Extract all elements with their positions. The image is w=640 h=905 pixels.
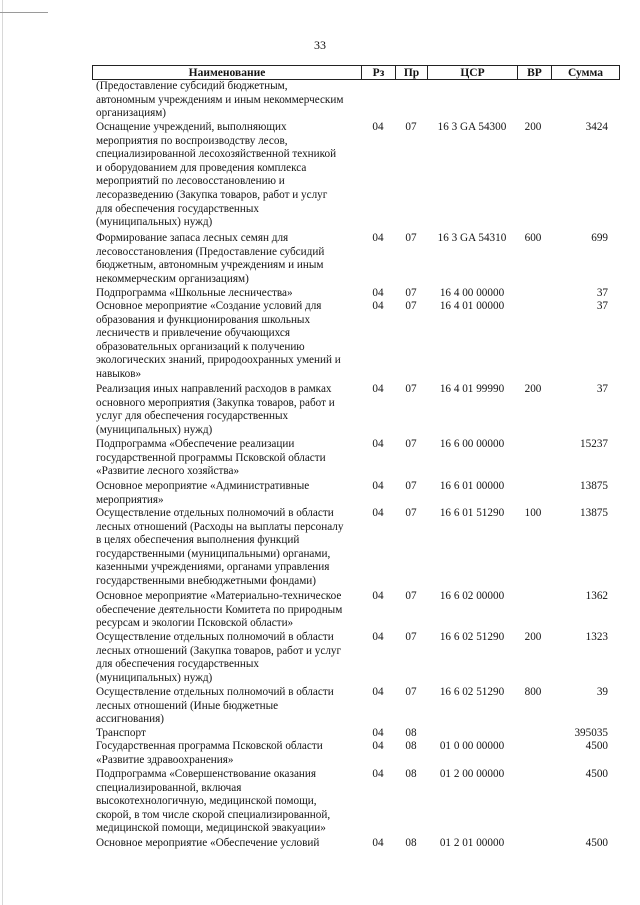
cell-rz: 04 <box>372 590 384 602</box>
header-rz: Рз <box>361 66 395 79</box>
cell-vr: 200 <box>524 383 542 395</box>
cell-sum: 1323 <box>585 631 608 643</box>
cell-csr: 01 2 01 00000 <box>439 837 505 849</box>
cell-rz: 04 <box>372 480 384 492</box>
cell-sum: 13875 <box>580 480 608 492</box>
cell-name: Государственная программа Псковской области «Развитие здравоохранения» <box>96 740 323 766</box>
cell-sum: 13875 <box>580 507 608 519</box>
cell-sum: 37 <box>596 287 608 299</box>
header-vr: ВР <box>517 66 551 79</box>
cell-csr: 16 6 02 51290 <box>439 631 505 643</box>
cell-rz: 04 <box>372 686 384 698</box>
cell-pr: 08 <box>405 740 417 752</box>
cell-csr: 01 2 00 00000 <box>439 768 505 780</box>
cell-csr: 01 0 00 00000 <box>439 740 505 752</box>
cell-name: Основное мероприятие «Административные мероприятия» <box>96 480 310 506</box>
cell-pr: 07 <box>405 507 417 519</box>
cell-sum: 39 <box>596 686 608 698</box>
header-pr: Пр <box>395 66 427 79</box>
cell-sum: 4500 <box>585 740 608 752</box>
cell-pr: 07 <box>405 438 417 450</box>
cell-sum: 37 <box>596 383 608 395</box>
scan-top-mark <box>0 12 48 13</box>
cell-csr: 16 4 01 99990 <box>439 383 505 395</box>
cell-csr: 16 4 01 00000 <box>439 300 505 312</box>
cell-vr: 100 <box>524 507 542 519</box>
cell-pr: 07 <box>405 383 417 395</box>
cell-pr: 07 <box>405 287 417 299</box>
cell-vr: 800 <box>524 686 542 698</box>
cell-csr: 16 4 00 00000 <box>439 287 505 299</box>
cell-rz: 04 <box>372 768 384 780</box>
cell-name: Подпрограмма «Совершенствование оказания специализированной, включая высокотехнологичную, медицинской помощи, скорой, в том числе скорой специализированной, медицинской помощи, медицинской эвакуации» <box>96 768 331 835</box>
cell-sum: 15237 <box>580 438 608 450</box>
cell-name: Подпрограмма «Школьные лесничества» <box>96 287 293 299</box>
cell-csr: 16 6 01 00000 <box>439 480 505 492</box>
cell-rz: 04 <box>372 631 384 643</box>
cell-name: Формирование запаса лесных семян для лесовосстановления (Предоставление субсидий бюджетным, автономным учреждениям и иным некоммерческим организациям) <box>96 232 325 285</box>
cell-name: Реализация иных направлений расходов в рамках основного мероприятия (Закупка товаров, работ и услуг для обеспечения государственных (муниципальных) нужд) <box>96 383 335 436</box>
cell-name: Основное мероприятие «Создание условий для образования и функционирования школьных лесничеств и привлечение обучающихся образовательных организаций к получению экологических знаний, природоохранных умений и навыков» <box>96 300 341 380</box>
cell-pr: 07 <box>405 590 417 602</box>
cell-sum: 699 <box>591 232 608 244</box>
cell-sum: 1362 <box>585 590 608 602</box>
cell-csr: 16 6 00 00000 <box>439 438 505 450</box>
cell-rz: 04 <box>372 287 384 299</box>
cell-sum: 4500 <box>585 837 608 849</box>
scan-edge-line <box>2 0 3 905</box>
cell-name: Осуществление отдельных полномочий в области лесных отношений (Закупка товаров, работ и услуг для обеспечения государственных (муниципальных) нужд) <box>96 631 342 684</box>
cell-sum: 3424 <box>585 121 608 133</box>
cell-csr: 16 3 GA 54310 <box>437 232 507 244</box>
cell-name: Подпрограмма «Обеспечение реализации государственной программы Псковской области «Развитие лесного хозяйства» <box>96 438 326 478</box>
cell-csr: 16 6 01 51290 <box>439 507 505 519</box>
cell-csr: 16 6 02 00000 <box>439 590 505 602</box>
cell-name: (Предоставление субсидий бюджетным, автономным учреждениям и иным некоммерческим организациям) <box>96 80 344 120</box>
table-header <box>92 65 620 80</box>
cell-sum: 37 <box>596 300 608 312</box>
cell-pr: 07 <box>405 121 417 133</box>
header-name: Наименование <box>188 67 266 79</box>
cell-rz: 04 <box>372 300 384 312</box>
cell-rz: 04 <box>372 727 384 739</box>
cell-rz: 04 <box>372 507 384 519</box>
cell-csr: 16 6 02 51290 <box>439 686 505 698</box>
cell-rz: 04 <box>372 837 384 849</box>
cell-rz: 04 <box>372 383 384 395</box>
cell-vr: 200 <box>524 121 542 133</box>
cell-pr: 08 <box>405 727 417 739</box>
cell-name: Осуществление отдельных полномочий в области лесных отношений (Иные бюджетные ассигнования) <box>96 686 334 726</box>
header-csr: ЦСР <box>427 66 517 79</box>
cell-name: Оснащение учреждений, выполняющих мероприятия по воспроизводству лесов, специализированной лесохозяйственной техникой и оборудованием для проведения комплекса мероприятий по лесовосстановлению и лесоразведению (Закупка товаров, работ и услуг для обеспечения государственных (муниципальных) нужд) <box>96 121 337 229</box>
cell-vr: 200 <box>524 631 542 643</box>
cell-name: Основное мероприятие «Обеспечение условий <box>96 837 320 849</box>
cell-pr: 07 <box>405 480 417 492</box>
cell-pr: 07 <box>405 232 417 244</box>
cell-pr: 07 <box>405 686 417 698</box>
cell-pr: 08 <box>405 837 417 849</box>
cell-name: Транспорт <box>96 727 146 739</box>
cell-sum: 395035 <box>574 727 608 739</box>
cell-rz: 04 <box>372 121 384 133</box>
header-sum: Сумма <box>551 66 619 79</box>
cell-vr: 600 <box>524 232 542 244</box>
cell-rz: 04 <box>372 438 384 450</box>
cell-rz: 04 <box>372 740 384 752</box>
page-number: 33 <box>314 38 326 52</box>
cell-name: Основное мероприятие «Материально-техническое обеспечение деятельности Комитета по природным ресурсам и экологии Псковской области» <box>96 590 343 630</box>
cell-pr: 07 <box>405 631 417 643</box>
cell-rz: 04 <box>372 232 384 244</box>
cell-name: Осуществление отдельных полномочий в области лесных отношений (Расходы на выплаты персоналу в целях обеспечения выполнения функций государственными (муниципальными) органами, казенными учреждениями, органами управления государственными внебюджетными фондами) <box>96 507 344 587</box>
cell-sum: 4500 <box>585 768 608 780</box>
cell-pr: 08 <box>405 768 417 780</box>
cell-pr: 07 <box>405 300 417 312</box>
cell-csr: 16 3 GA 54300 <box>437 121 507 133</box>
